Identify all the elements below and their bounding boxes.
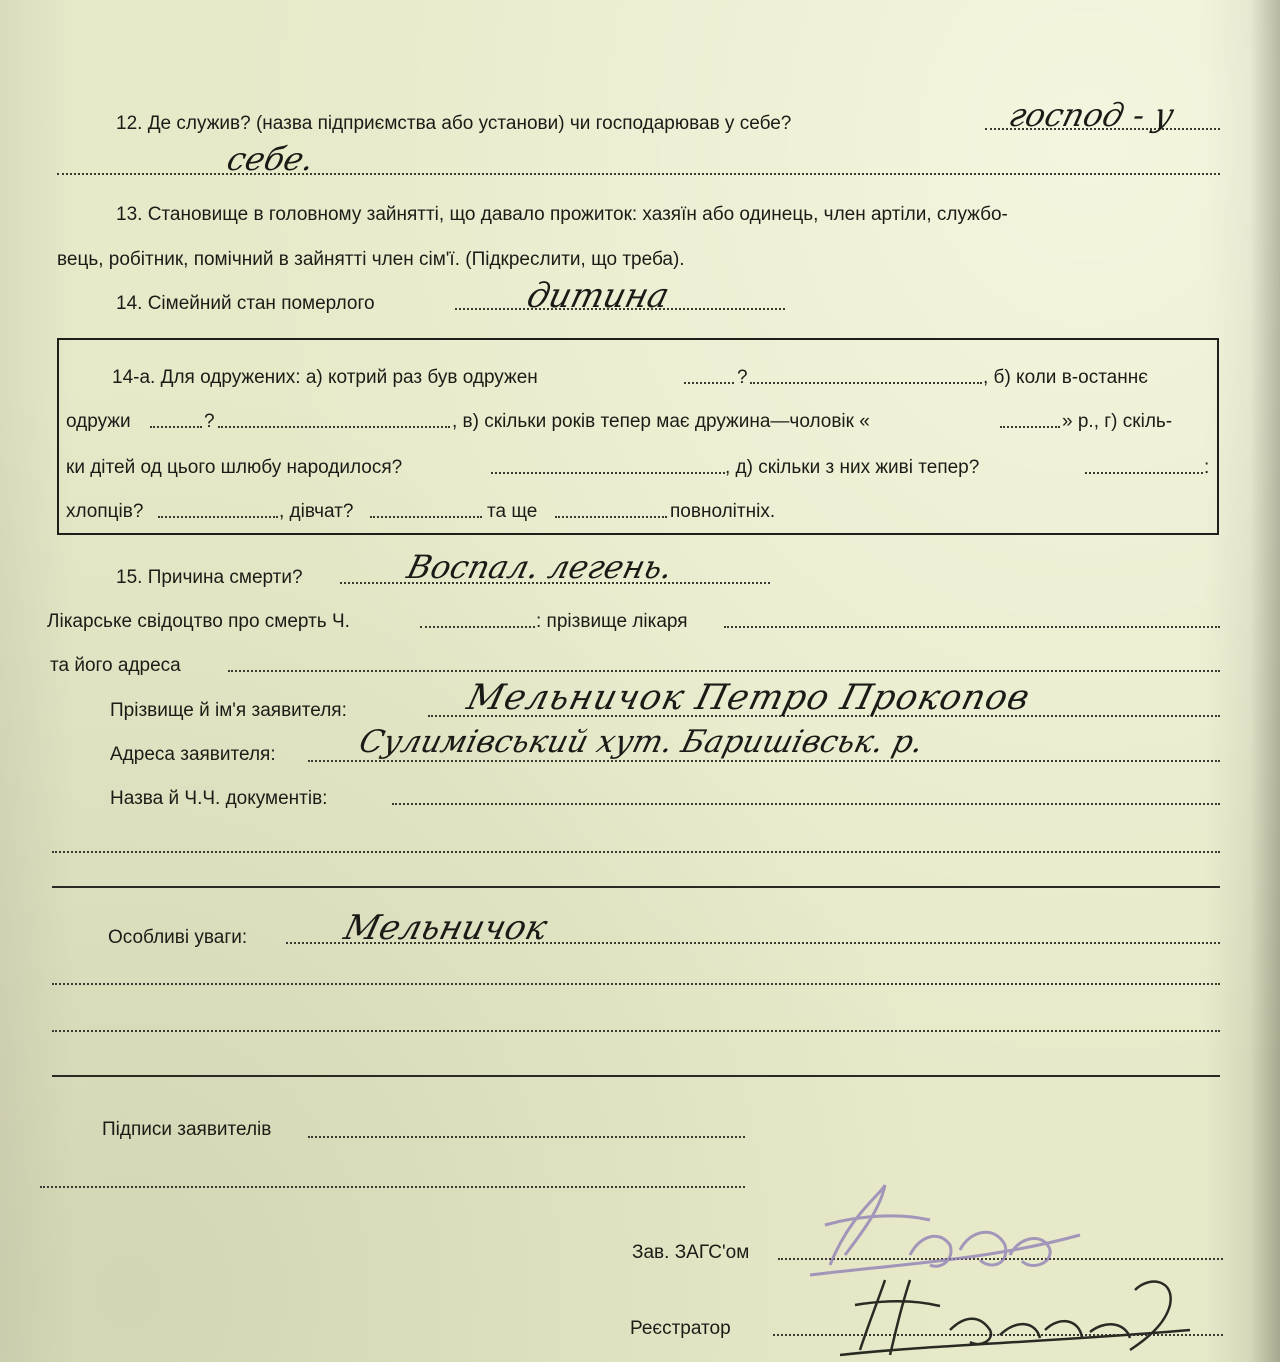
field-14a-l2-b: , в) скільки років тепер має дружина—чоловік «	[452, 411, 870, 432]
applicants-signature-line-2	[40, 1186, 745, 1188]
notes-label: Особливі уваги:	[108, 927, 248, 948]
field-14a-l4-dots1	[158, 516, 278, 518]
field-14-answer: дитина	[523, 276, 674, 316]
field-14a-l4-dots2	[370, 516, 482, 518]
notes-line-3	[52, 1030, 1220, 1032]
applicant-address-line	[308, 760, 1220, 762]
applicant-address-value: Сулимівський хут. Баришівськ. р.	[355, 724, 928, 760]
field-12-answer: господ - у	[1005, 96, 1178, 134]
field-14a-l1-q: ?	[737, 367, 748, 388]
field-14a-line1	[112, 366, 538, 390]
field-14a-l4-dots3	[555, 516, 667, 518]
field-14a-l2-dots1	[150, 426, 202, 428]
field-14a-l2-dots3	[1000, 426, 1060, 428]
applicant-docs-line	[392, 803, 1220, 805]
field-14a-l2-c: » р., г) скіль-	[1062, 411, 1173, 432]
field-14a-l4-c: та ще	[487, 501, 538, 522]
field-14a-l1-b: , б) коли в-останнє	[983, 367, 1148, 388]
field-14a-l4-a: хлопців?	[66, 501, 144, 522]
doctor-name-label: : прізвище лікаря	[536, 611, 688, 632]
doctor-name-line	[724, 626, 1220, 628]
applicant-name-label: Прізвище й ім'я заявителя:	[110, 700, 347, 721]
field-14a-l1-a: 14-а. Для одружених: а) котрий раз був одружен	[112, 367, 538, 388]
field-14a-l4-b: , дівчат?	[279, 501, 354, 522]
field-14a-l2-q: ?	[204, 411, 215, 432]
field-15-answer: Воспал. легень.	[403, 548, 677, 586]
section-divider-2	[52, 1075, 1220, 1077]
applicants-signatures-label: Підписи заявителів	[102, 1119, 272, 1140]
field-15-label: 15. Причина смерти?	[116, 567, 303, 588]
field-14a-l3-a: ки дітей од цього шлюбу народилося?	[66, 457, 403, 478]
applicants-signature-line	[308, 1136, 745, 1138]
field-14a-l2-dots2	[218, 426, 450, 428]
field-14a-l3-b: , д) скільки з них живі тепер?	[725, 457, 980, 478]
zags-head-label: Зав. ЗАГС'ом	[632, 1242, 750, 1263]
field-12-label: 12. Де служив? (назва підприємства або установи) чи господарював у себе?	[116, 113, 792, 134]
notes-value: Мельничок	[340, 908, 552, 948]
registrar-label: Реєстратор	[630, 1318, 731, 1339]
field-14-label: 14. Сімейний стан померлого	[116, 293, 375, 314]
medical-certificate-line	[420, 626, 535, 628]
doctor-address-line	[228, 670, 1220, 672]
section-divider-1	[52, 886, 1220, 888]
doctor-address-label: та його адреса	[50, 655, 181, 676]
notes-line-2	[52, 983, 1220, 985]
registrar-signature	[830, 1260, 1210, 1360]
field-14a-l4-d: повнолітніх.	[670, 501, 776, 522]
field-12-answer-cont: себе.	[223, 140, 319, 178]
field-13-line2: вець, робітник, помічний в зайнятті член сім'ї. (Підкреслити, що треба).	[57, 249, 685, 270]
applicant-name-value: Мельничок Петро Прокопов	[463, 678, 1035, 718]
field-13-line1: 13. Становище в головному зайнятті, що давало прожиток: хазяїн або одинець, член артіли, службо-	[116, 204, 1008, 225]
applicant-address-label: Адреса заявителя:	[110, 744, 276, 765]
applicant-docs-line-2	[52, 851, 1220, 853]
applicant-docs-label: Назва й Ч.Ч. документів:	[110, 788, 328, 809]
field-14a-l2-a: одружи	[66, 411, 131, 432]
medical-certificate-label: Лікарське свідоцтво про смерть Ч.	[47, 611, 350, 632]
page-edge-shadow	[1250, 0, 1280, 1362]
field-14a-l1-dots2	[750, 382, 982, 384]
field-14a-l1-dots1	[684, 382, 734, 384]
field-14a-l3-dots1	[491, 472, 725, 474]
field-14a-l3-c: :	[1204, 457, 1210, 478]
field-14a-l3-dots2	[1085, 472, 1203, 474]
